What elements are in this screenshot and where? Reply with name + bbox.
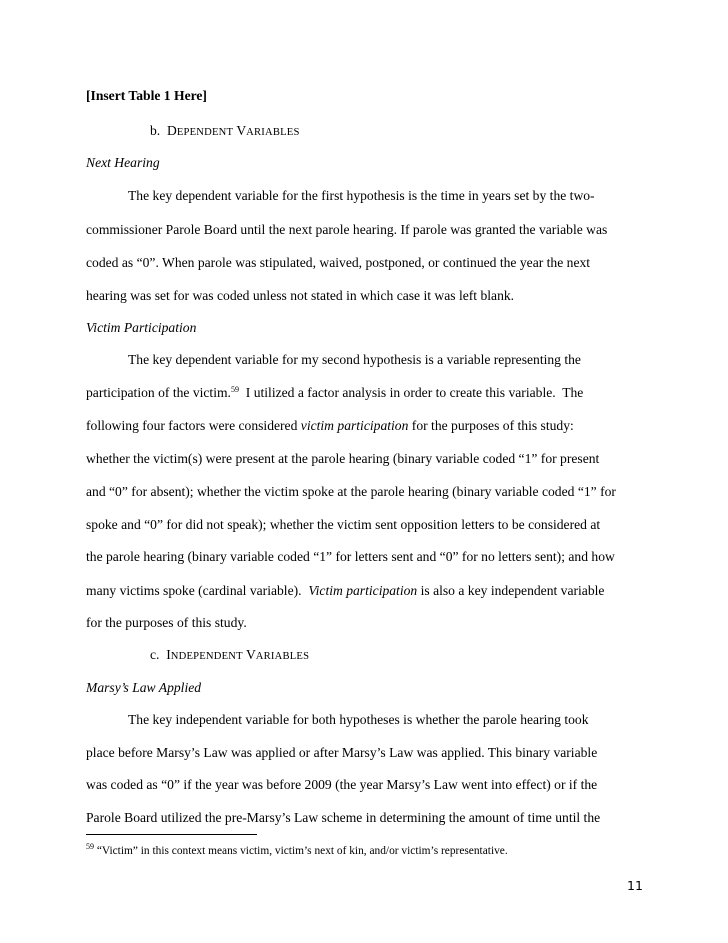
paragraph-line: The key dependent variable for the first hypothesis is the time in years set by the two- bbox=[128, 188, 595, 203]
footnote-reference[interactable]: 59 bbox=[230, 385, 239, 394]
text-segment: I utilized a factor analysis in order to create this variable. The bbox=[238, 385, 584, 400]
text-segment: is also a key independent variable bbox=[417, 583, 605, 598]
paragraph-line: place before Marsy’s Law was applied or after Marsy’s Law was applied. This binary variable bbox=[86, 745, 598, 760]
section-marker: b. bbox=[150, 123, 161, 138]
section-title-initial: I bbox=[166, 647, 171, 662]
subheading-victim-participation: Victim Participation bbox=[86, 320, 197, 335]
text-segment: participation of the victim. bbox=[86, 385, 231, 400]
paragraph-line: coded as “0”. When parole was stipulated, waived, postponed, or continued the year the next bbox=[86, 255, 591, 270]
paragraph-line bbox=[86, 419, 574, 433]
text-segment: for the purposes of this study: bbox=[408, 418, 574, 433]
section-title-initial: D bbox=[167, 123, 177, 138]
text-segment: following four factors were considered bbox=[86, 418, 301, 433]
page-number: 11 bbox=[627, 878, 643, 893]
paragraph-line: hearing was set for was coded unless not stated in which case it was left blank. bbox=[86, 288, 515, 303]
paragraph-line bbox=[86, 386, 583, 400]
section-title-initial: V bbox=[236, 123, 247, 138]
paragraph-line: whether the victim(s) were present at the parole hearing (binary variable coded “1” for present bbox=[86, 451, 600, 466]
paragraph-line: and “0” for absent); whether the victim spoke at the parole hearing (binary variable coded “1” for bbox=[86, 484, 616, 499]
section-title-rest: EPENDENT bbox=[176, 127, 234, 138]
section-marker: c. bbox=[150, 647, 160, 662]
paragraph-line: commissioner Parole Board until the next parole hearing. If parole was granted the variable was bbox=[86, 222, 608, 237]
section-title-rest: ARIABLES bbox=[255, 651, 310, 662]
paragraph-line: Parole Board utilized the pre-Marsy’s Law scheme in determining the amount of time until the bbox=[86, 810, 601, 825]
section-heading-dependent-variables bbox=[150, 124, 300, 139]
subheading-marsys-law-applied: Marsy’s Law Applied bbox=[86, 680, 202, 695]
section-title-rest: ARIABLES bbox=[246, 127, 300, 138]
paragraph-line: for the purposes of this study. bbox=[86, 615, 247, 630]
section-heading-independent-variables bbox=[150, 648, 309, 663]
paragraph-line: spoke and “0” for did not speak); whether the victim sent opposition letters to be considered at bbox=[86, 517, 601, 532]
emphasis-term: victim participation bbox=[300, 418, 409, 433]
section-title-rest: NDEPENDENT bbox=[170, 651, 243, 662]
paragraph-line: The key independent variable for both hypotheses is whether the parole hearing took bbox=[128, 712, 589, 727]
table-placeholder: [Insert Table 1 Here] bbox=[86, 88, 207, 103]
footnote-text: “Victim” in this context means victim, victim’s next of kin, and/or victim’s representative. bbox=[94, 845, 508, 857]
text-segment: many victims spoke (cardinal variable). bbox=[86, 583, 309, 598]
footnote-separator bbox=[86, 834, 257, 835]
footnote bbox=[86, 842, 508, 857]
paragraph-line bbox=[86, 584, 604, 598]
section-title-initial: V bbox=[245, 647, 256, 662]
emphasis-term: Victim participation bbox=[308, 583, 418, 598]
paragraph-line: was coded as “0” if the year was before 2009 (the year Marsy’s Law went into effect) or if the bbox=[86, 777, 598, 792]
subheading-next-hearing: Next Hearing bbox=[86, 155, 160, 170]
footnote-number: 59 bbox=[86, 842, 94, 851]
paragraph-line: The key dependent variable for my second hypothesis is a variable representing the bbox=[128, 352, 581, 367]
paragraph-line: the parole hearing (binary variable coded “1” for letters sent and “0” for no letters sent); and how bbox=[86, 549, 615, 564]
